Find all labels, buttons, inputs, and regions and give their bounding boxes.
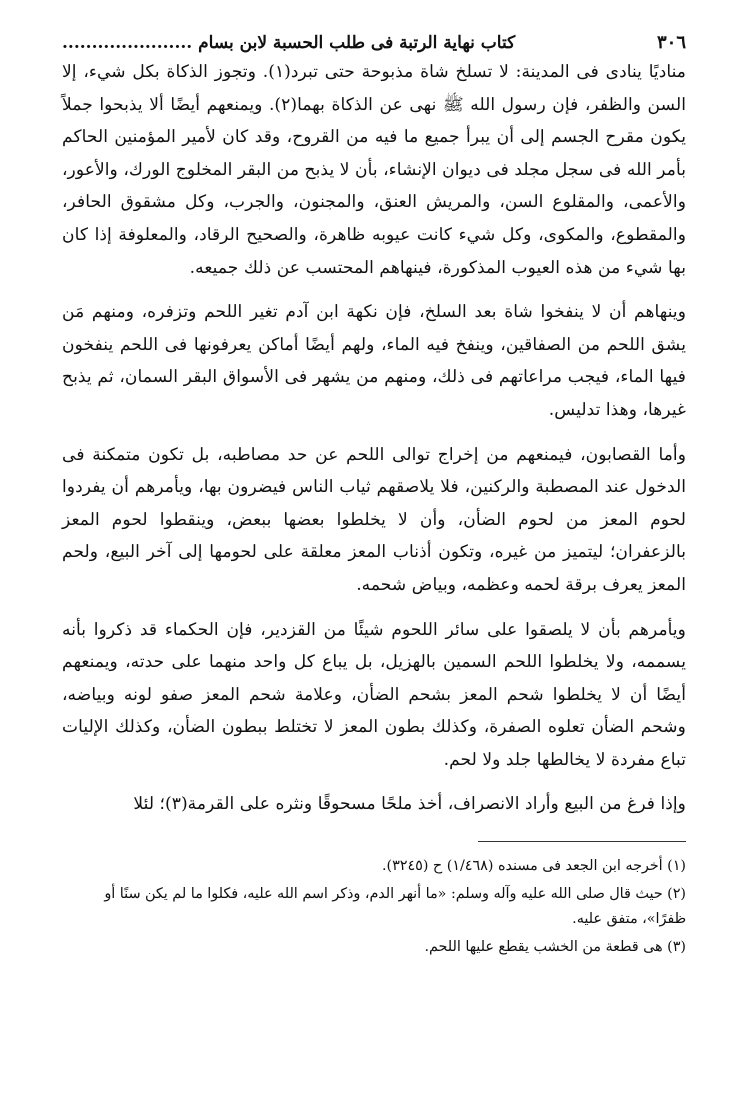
paragraph: وأما القصابون، فيمنعهم من إخراج توالى اللحم عن حد مصاطبه، بل تكون متمكنة فى الدخول عند المصطبة والركنين، فلا يلاصقهم ثياب الناس فيضرون بها، ويأمرهم أن يفردوا لحوم المعز من لحوم الضأن، وأن لا يخلطوا بعضها ببعض، وينقطوا لحوم المعز بالزعفران؛ ليتميز من غيره، وتكون أذناب المعز معلقة على لحومها إلى آخر البيع، ولحم المعز يعرف برقة لحمه وعظمه، وبياض شحمه. — [62, 444, 686, 595]
book-page — [62, 30, 686, 1090]
book-title: كتاب نهاية الرتبة فى طلب الحسبة لابن بسام ...................... — [62, 33, 516, 53]
page-number: ٣٠٦ — [656, 32, 686, 53]
main-text — [62, 56, 686, 821]
footnote-separator — [478, 841, 686, 842]
paragraph: مناديًا ينادى فى المدينة: لا تسلخ شاة مذبوحة حتى تبرد(١). وتجوز الذكاة بكل شيء، إلا السن والظفر، فإن رسول الله ﷺ نهى عن الذكاة بهما(٢). ويمنعهم أيضًا ألا يذبحوا جملاً يكون مقرح الجسم إلى أن يبرأ جميع ما فيه من القروح، وقد كان لأمير المؤمنين الحاكم بأمر الله فى سجل مجلد فى ديوان الإنشاء، بأن لا يذبح من البقر المخلوج الورك، والأعور، والأعمى، والمقلوع السن، والمريش العنق، والمجنون، والجرب، وكل مشقوق الحافر، والمقطوع، والمكوى، وكل شيء كانت عيوبه ظاهرة، والصحيح الرقاد، والمعلوفة إذا كان بها شيء من هذه العيوب المذكورة، فينهاهم المحتسب عن ذلك جميعه. — [62, 62, 686, 278]
paragraph: ويأمرهم بأن لا يلصقوا على سائر اللحوم شيئًا من القزدير، فإن الحكماء قد ذكروا بأنه يسممه، ولا يخلطوا اللحم السمين بالهزيل، بل يباع كل واحد منهما على حدته، ويمنعهم أيضًا أن لا يخلطوا شحم المعز بشحم الضأن، وعلامة شحم المعز صفو لونه وبياضه، وشحم الضأن تعلوه الصفرة، وكذلك بطون المعز لا تختلط ببطون الضأن، وكذلك الإليات تباع مفردة لا يخالطها جلد ولا لحم. — [62, 619, 686, 770]
paragraph: وينهاهم أن لا ينفخوا شاة بعد السلخ، فإن نكهة ابن آدم تغير اللحم وتزفره، ومنهم مَن يشق اللحم من الصفاقين، وينفخ فيه الماء، ولهم أيضًا أماكن يعرفونها فى اللحم ينفخون فيها الماء، فيجب مراعاتهم فى ذلك، ومنهم من يشهر فى الأسواق البقر السمان، ثم يذبح غيرها، وهذا تدليس. — [62, 302, 686, 420]
footnote: (٢) حيث قال صلى الله عليه وآله وسلم: «ما أنهر الدم، وذكر اسم الله عليه، فكلوا ما لم يكن سنًا أو ظفرًا»، متفق عليه. — [104, 886, 686, 928]
footnote: (١) أخرجه ابن الجعد فى مسنده (١/٤٦٨) ح (٣٢٤٥). — [381, 858, 686, 875]
running-header — [62, 30, 686, 56]
footnotes — [62, 854, 686, 960]
paragraph: وإذا فرغ من البيع وأراد الانصراف، أخذ ملحًا مسحوقًا ونثره على القرمة(٣)؛ لئلا — [133, 794, 686, 815]
footnote: (٣) هى قطعة من الخشب يقطع عليها اللحم. — [424, 939, 686, 956]
